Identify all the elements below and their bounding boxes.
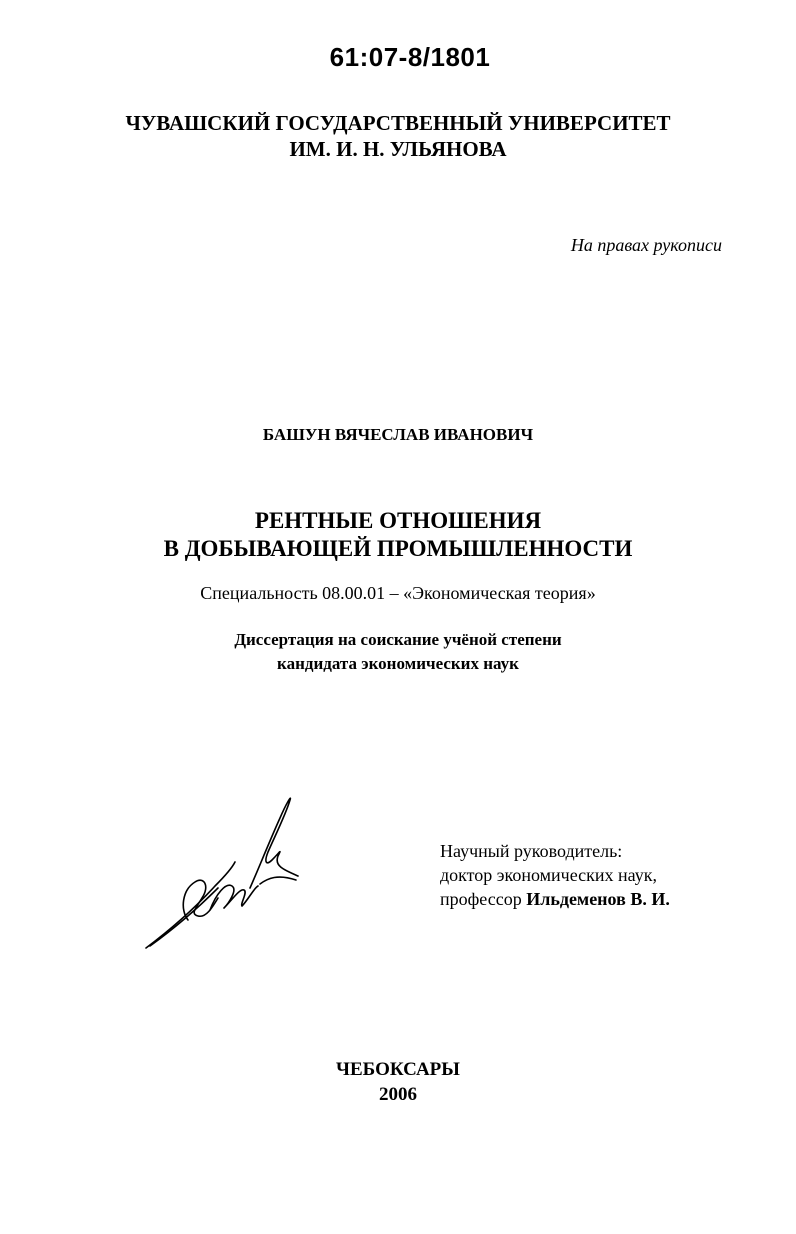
title-line-1: РЕНТНЫЕ ОТНОШЕНИЯ <box>254 508 542 533</box>
author-name: БАШУН ВЯЧЕСЛАВ ИВАНОВИЧ <box>262 425 534 444</box>
university-line-2: ИМ. И. Н. УЛЬЯНОВА <box>289 137 507 161</box>
title-line-2: В ДОБЫВАЮЩЕЙ ПРОМЫШЛЕННОСТИ <box>163 536 633 561</box>
supervisor-title: профессор <box>440 889 527 909</box>
supervisor-line-2: доктор экономических наук, <box>440 865 657 885</box>
supervisor-line-3 <box>440 887 670 911</box>
supervisor-block <box>440 839 670 911</box>
supervisor-name: Ильдеменов В. И. <box>526 889 670 909</box>
rights-note: На правах рукописи <box>570 235 722 255</box>
university-name <box>0 110 796 162</box>
city: ЧЕБОКСАРЫ <box>336 1059 460 1080</box>
degree-line-1: Диссертация на соискание учёной степени <box>234 630 562 649</box>
signature-icon <box>140 790 310 955</box>
specialty: Специальность 08.00.01 – «Экономическая теория» <box>200 583 596 603</box>
dissertation-title <box>0 507 796 563</box>
degree-line-2: кандидата экономических наук <box>277 654 519 673</box>
catalog-number: 61:07-8/1801 <box>329 42 491 72</box>
place-and-year <box>0 1057 796 1107</box>
supervisor-line-1: Научный руководитель: <box>440 841 623 861</box>
degree-statement <box>0 628 796 676</box>
year: 2006 <box>379 1084 417 1105</box>
university-line-1: ЧУВАШСКИЙ ГОСУДАРСТВЕННЫЙ УНИВЕРСИТЕТ <box>125 111 671 135</box>
